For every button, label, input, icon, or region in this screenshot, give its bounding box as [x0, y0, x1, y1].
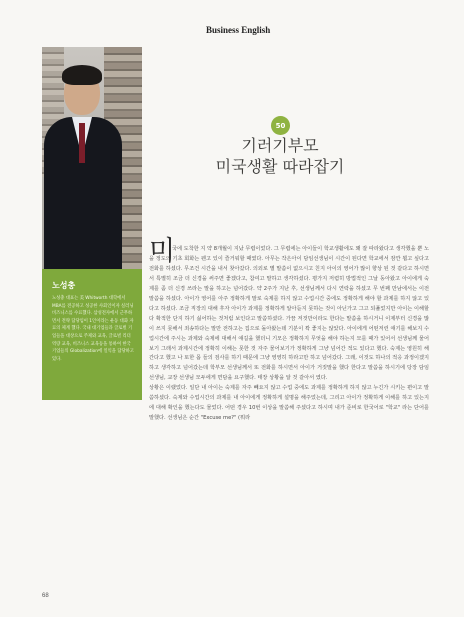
author-name: 노성충 — [52, 281, 76, 290]
page-header-title: Business English — [206, 25, 271, 35]
article-number-badge: 50 — [271, 116, 290, 135]
page-number: 68 — [42, 593, 49, 599]
drop-cap: 미 — [149, 236, 176, 267]
article-paragraph-2: 상황은 이랬었다. 일단 내 아이는 숙제를 자주 빼요지 않고 수업 중에도 과제를 정확하게 하지 않고 누긴가 시키는 편이고 말씀하셨다. 숙제와 수업시간의 과제를 내 아이에게 정확하게 설명을 해주었는데, 그리고 아이가 정확하게 이해를 하고 있는지에 대해 확인을 했는다도 물었다. 어떤 경우 10번 이상을 말씀해 주셨다고 하시며 내가 준비로 한국어로 "학교" 라는 단어를 말했다. 선생님은 순간 "Excuse me?" (뭐라 — [149, 385, 429, 422]
article-body — [149, 245, 429, 424]
article-title-line2: 미국생활 따라잡기 — [215, 157, 345, 176]
article-title — [190, 135, 370, 177]
article-title-line1: 기러기부모 — [241, 136, 319, 155]
author-photo — [42, 47, 142, 269]
author-bio: 노성충 대표는 美 Whitworth 대학에서 MBA를 전공하고 성공한 사회인이자 실러닝 비즈니스를 수료했다. 삼성전자에서 근무하면서 전략 담당임이 1인이라는 운동 대화 자료의 체계 했다. 국내 대기업들과 글로벌 기업들을 대상으로 주제와 교육, 글로벌 리더역량 교육, 비즈니스 교육등을 통하여 한국기업들의 Globalization에 일익을 담당하고 있다. — [52, 296, 134, 362]
article-paragraph-1: 국에 도착한 지 약 8개월이 지났 무렵이었다. 그 무렵에는 아이들이 학교생활에도 꽤 잘 따라왔다고 생각했을 뿐 노을 정도의 기초 회화는 웬고 있이 즐거워할 때였다. 아무는 작은아이 담임선생님이 시간이 된다면 학교에서 잠깐 뵙고 싶다고 전화를 하셨다. 무조건 시간을 내서 찾아갔다. 의외로 별 말씀이 없으시고 친지 아이의 영어가 많이 향상 된 것 같다고 하시면서 특별히 조금 더 신경을 써주면 좋겠다고, 참여고 말하고 생각하셨다. 평가지 저렴히 방법적인 그날 동아왔고 아이에게 숙제를 좀 더 신경 쓰라는 말을 하고는 넘어갔다. 약 2주가 지난 후, 선생님께서 다시 연락을 하셨고 무 번째 만남에서는 이전 말씀을 하셨다. 아이가 영어를 아주 정확하게 말로 숙제를 하지 않고 수업시간 중에도 정확하게 해야 할 과제를 하지 않고 있다고 하셨다. 조금 직장의 대해 후자 아이가 과제를 정확하게 알아듣지 못하는 것이 아닌가고 그고 되풀었지만 아이는 이해할 다 확적한 단지 하기 싫어하는 것처럼 보인다고 말씀하셨다. 가끔 저것만이라도 한다는 말씀을 하시거니 이제부터 신경을 많이 쓰지 못해서 죄송하다는 말만 전하고는 집으로 돌아왔는데 기분이 꽉 좋지는 않았다. 아이에게 어떤저런 얘기를 해보지 수업시간에 주시는 과제와 숙제에 대해서 얘길을 했더니 기모은 정확하지 무엇을 해야 하는지 모를 때가 있어서 선생님께 물어보기 그래서 과제시간에 정확히 이해는 못한 것 자주 물어보기가 정확하게 그냥 넘어간 적도 있다고 했다. 숙제는 영원히 해 간다고 했고 나 또한 몹 들의 검사를 하기 때문에 그냥 영영히 하라고만 하고 넘어갔다. 그래, 이것도 하나의 적응 과정이겠지 하고 생각하고 넘어갔는데 학부모 선생님께서 또 전화를 하시면서 아이가 거짓말을 했다 한다고 말씀을 하시기에 당장 담임선생님, 교장 선생님 모두에게 면담을 요구했다. 태장 상황을 알 것 같아서 였다. — [149, 246, 429, 382]
